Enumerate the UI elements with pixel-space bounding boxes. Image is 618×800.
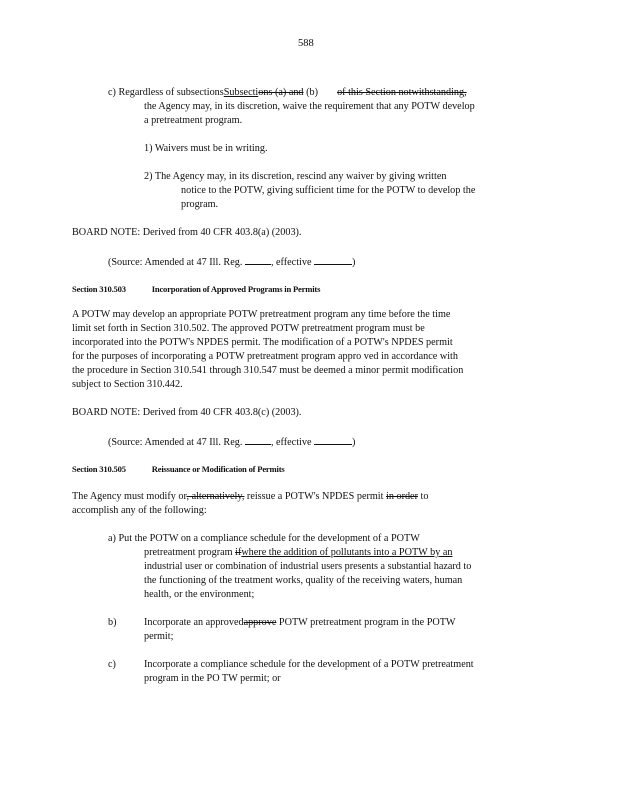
item-c-label: c) (108, 659, 116, 670)
section-number: Section 310.503 (72, 284, 126, 294)
item-c-line1: Incorporate a compliance schedule for the development of a POTW pretreatment (144, 659, 474, 670)
para-505-deleted: in order (386, 491, 418, 502)
source-text: ) (352, 257, 356, 268)
item-2-line2: notice to the POTW, giving sufficient time for the POTW to develop the (181, 185, 476, 196)
para-c-line1 (108, 87, 467, 99)
blank-line (314, 435, 352, 445)
para-c-inserted: Subsecti (223, 87, 259, 98)
item-c-line2: program in the PO TW permit; or (144, 673, 281, 684)
item-a-text: pretreatment program (144, 547, 233, 558)
blank-line (314, 255, 352, 265)
board-note-1: BOARD NOTE: Derived from 40 CFR 403.8(a) (2003). (72, 227, 302, 238)
para-503-line: subject to Section 310.442. (72, 379, 183, 390)
item-a-line1: a) Put the POTW on a compliance schedule for the development of a POTW (108, 533, 420, 544)
para-505-text: The Agency must modify or (72, 491, 187, 502)
section-title: Incorporation of Approved Programs in Permits (151, 284, 321, 294)
para-c-line3: a pretreatment program. (144, 115, 243, 126)
section-505-heading (72, 463, 285, 475)
item-b-line2: permit; (144, 631, 174, 642)
section-number: Section 310.505 (72, 464, 126, 474)
para-505-line1 (72, 491, 428, 503)
para-503-line: the procedure in Section 310.541 through 310.547 must be deemed a minor permit modification (72, 365, 464, 376)
item-2-line1: 2) The Agency may, in its discretion, rescind any waiver by giving written (144, 171, 447, 182)
item-a-line5: health, or the environment; (144, 589, 255, 600)
blank-line (245, 435, 271, 445)
item-2-line3: program. (181, 199, 219, 210)
item-a-inserted: where the addition of pollutants into a POTW by an (241, 547, 453, 558)
para-503-line: limit set forth in Section 310.502. The approved POTW pretreatment program must be (72, 323, 425, 334)
item-b-line1 (144, 617, 456, 629)
para-c-deleted: ons (a) and (258, 87, 304, 98)
source-note-1 (108, 255, 355, 269)
source-text: , effective (270, 257, 312, 268)
item-1: 1) Waivers must be in writing. (144, 143, 268, 154)
page-number: 588 (298, 38, 314, 49)
blank-line (245, 255, 271, 265)
source-note-2 (108, 435, 355, 449)
item-b-text: POTW pretreatment program in the POTW (278, 617, 456, 628)
item-a-deleted: if (235, 547, 242, 558)
para-503-line: incorporated into the POTW's NPDES permit. The modification of a POTW's NPDES permit (72, 337, 453, 348)
item-a-line2 (144, 547, 453, 559)
para-c-text: c) Regardless (108, 87, 164, 98)
source-text: (Source: Amended at 47 Ill. Reg. (108, 257, 243, 268)
para-503-line: A POTW may develop an appropriate POTW pretreatment program any time before the time (72, 309, 451, 320)
source-text: ) (352, 437, 356, 448)
para-c-line2: the Agency may, in its discretion, waive the requirement that any POTW develop (144, 101, 475, 112)
board-note-2: BOARD NOTE: Derived from 40 CFR 403.8(c) (2003). (72, 407, 302, 418)
source-text: , effective (270, 437, 312, 448)
item-b-label: b) (108, 617, 117, 628)
source-text: (Source: Amended at 47 Ill. Reg. (108, 437, 243, 448)
section-503-heading (72, 283, 320, 295)
item-a-line3: industrial user or combination of industrial users presents a substantial hazard to (144, 561, 472, 572)
para-505-line2: accomplish any of the following: (72, 505, 207, 516)
para-505-text: to (420, 491, 429, 502)
para-c-text: (b) (306, 87, 318, 98)
item-a-line4: the functioning of the treatment works, quality of the receiving waters, human (144, 575, 463, 586)
item-b-deleted: approve (243, 617, 277, 628)
para-503-line: for the purposes of incorporating a POTW pretreatment program appro ved in accordance with (72, 351, 458, 362)
para-c-text: of subsections (165, 87, 224, 98)
item-b-text: Incorporate an approved (144, 617, 244, 628)
para-505-deleted: , alternatively, (186, 491, 245, 502)
para-505-text: reissue a POTW's NPDES permit (246, 491, 384, 502)
section-title: Reissuance or Modification of Permits (151, 464, 285, 474)
para-c-deleted: of this Section notwithstanding, (337, 87, 467, 98)
